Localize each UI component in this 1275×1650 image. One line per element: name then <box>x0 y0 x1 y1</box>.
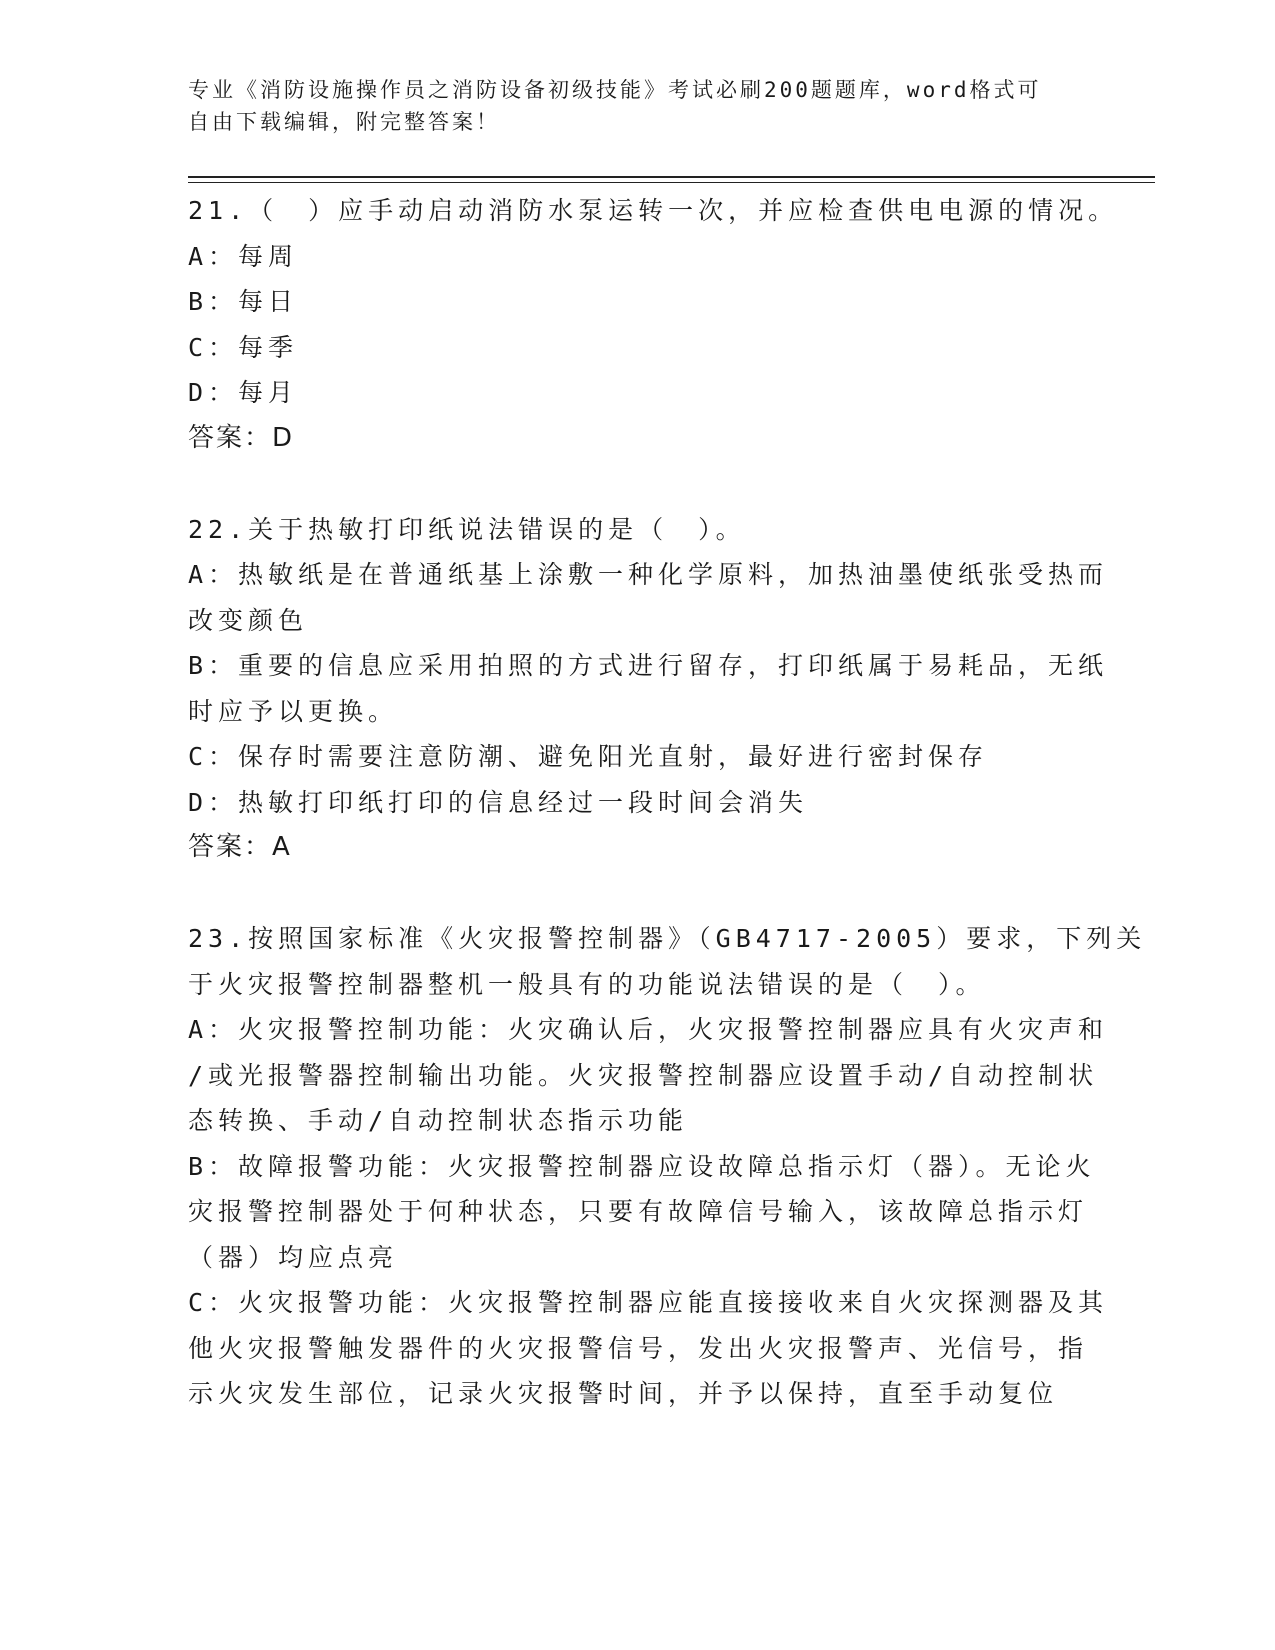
question-list <box>188 188 1147 1417</box>
question-22-option-c: C：保存时需要注意防潮、避免阳光直射，最好进行密封保存 <box>188 742 989 771</box>
header-divider-thick <box>188 176 1155 178</box>
spacer <box>188 871 1088 917</box>
question-23-stem-line1: 23.按照国家标准《火灾报警控制器》（GB4717-2005）要求，下列关 <box>188 924 1147 953</box>
header-divider-thin <box>188 182 1155 183</box>
document-header <box>188 74 1068 138</box>
question-22-stem: 22.关于热敏打印纸说法错误的是（ ）。 <box>188 514 746 544</box>
question-22-option-a-line1: A：热敏纸是在普通纸基上涂敷一种化学原料，加热油墨使纸张受热而 <box>188 560 1109 589</box>
question-23-option-c-line1: C：火灾报警功能：火灾报警控制器应能直接接收来自火灾探测器及其 <box>188 1288 1109 1317</box>
question-23-option-c-line2: 他火灾报警触发器件的火灾报警信号，发出火灾报警声、光信号，指 <box>188 1333 1089 1363</box>
question-23-option-a-line2: /或光报警器控制输出功能。火灾报警控制器应设置手动/自动控制状 <box>188 1060 1099 1090</box>
question-22 <box>188 507 1109 871</box>
question-23-option-a-line1: A：火灾报警控制功能：火灾确认后，火灾报警控制器应具有火灾声和 <box>188 1015 1109 1044</box>
question-21-answer: 答案：D <box>188 422 295 453</box>
question-21 <box>188 188 1119 461</box>
question-23-option-b-line3: （器）均应点亮 <box>188 1242 399 1272</box>
question-21-option-d: D：每月 <box>188 378 299 407</box>
question-23-stem-line2: 于火灾报警控制器整机一般具有的功能说法错误的是（ ）。 <box>188 969 986 999</box>
question-23-option-c-line3: 示火灾发生部位，记录火灾报警时间，并予以保持，直至手动复位 <box>188 1379 1059 1408</box>
question-22-option-b-line2: 时应予以更换。 <box>188 696 399 726</box>
question-23-option-a-line3: 态转换、手动/自动控制状态指示功能 <box>188 1106 689 1135</box>
question-23 <box>188 916 1147 1417</box>
question-22-option-b-line1: B：重要的信息应采用拍照的方式进行留存，打印纸属于易耗品，无纸 <box>188 651 1109 680</box>
question-22-option-d: D：热敏打印纸打印的信息经过一段时间会消失 <box>188 787 809 817</box>
question-23-option-b-line1: B：故障报警功能：火灾报警控制器应设故障总指示灯（器）。无论火 <box>188 1151 1096 1181</box>
spacer <box>188 461 1088 507</box>
header-line-2: 自由下载编辑，附完整答案！ <box>188 110 500 134</box>
question-21-stem: 21.（ ）应手动启动消防水泵运转一次，并应检查供电电源的情况。 <box>188 196 1119 225</box>
question-21-option-b: B：每日 <box>188 287 299 316</box>
question-23-option-b-line2: 灾报警控制器处于何种状态，只要有故障信号输入，该故障总指示灯 <box>188 1197 1089 1226</box>
header-line-1: 专业《消防设施操作员之消防设备初级技能》考试必刷200题题库，word格式可 <box>188 78 1042 102</box>
question-22-answer: 答案：A <box>188 832 292 862</box>
question-21-option-c: C：每季 <box>188 332 299 362</box>
question-22-option-a-line2: 改变颜色 <box>188 605 309 635</box>
question-21-option-a: A：每周 <box>188 241 299 271</box>
